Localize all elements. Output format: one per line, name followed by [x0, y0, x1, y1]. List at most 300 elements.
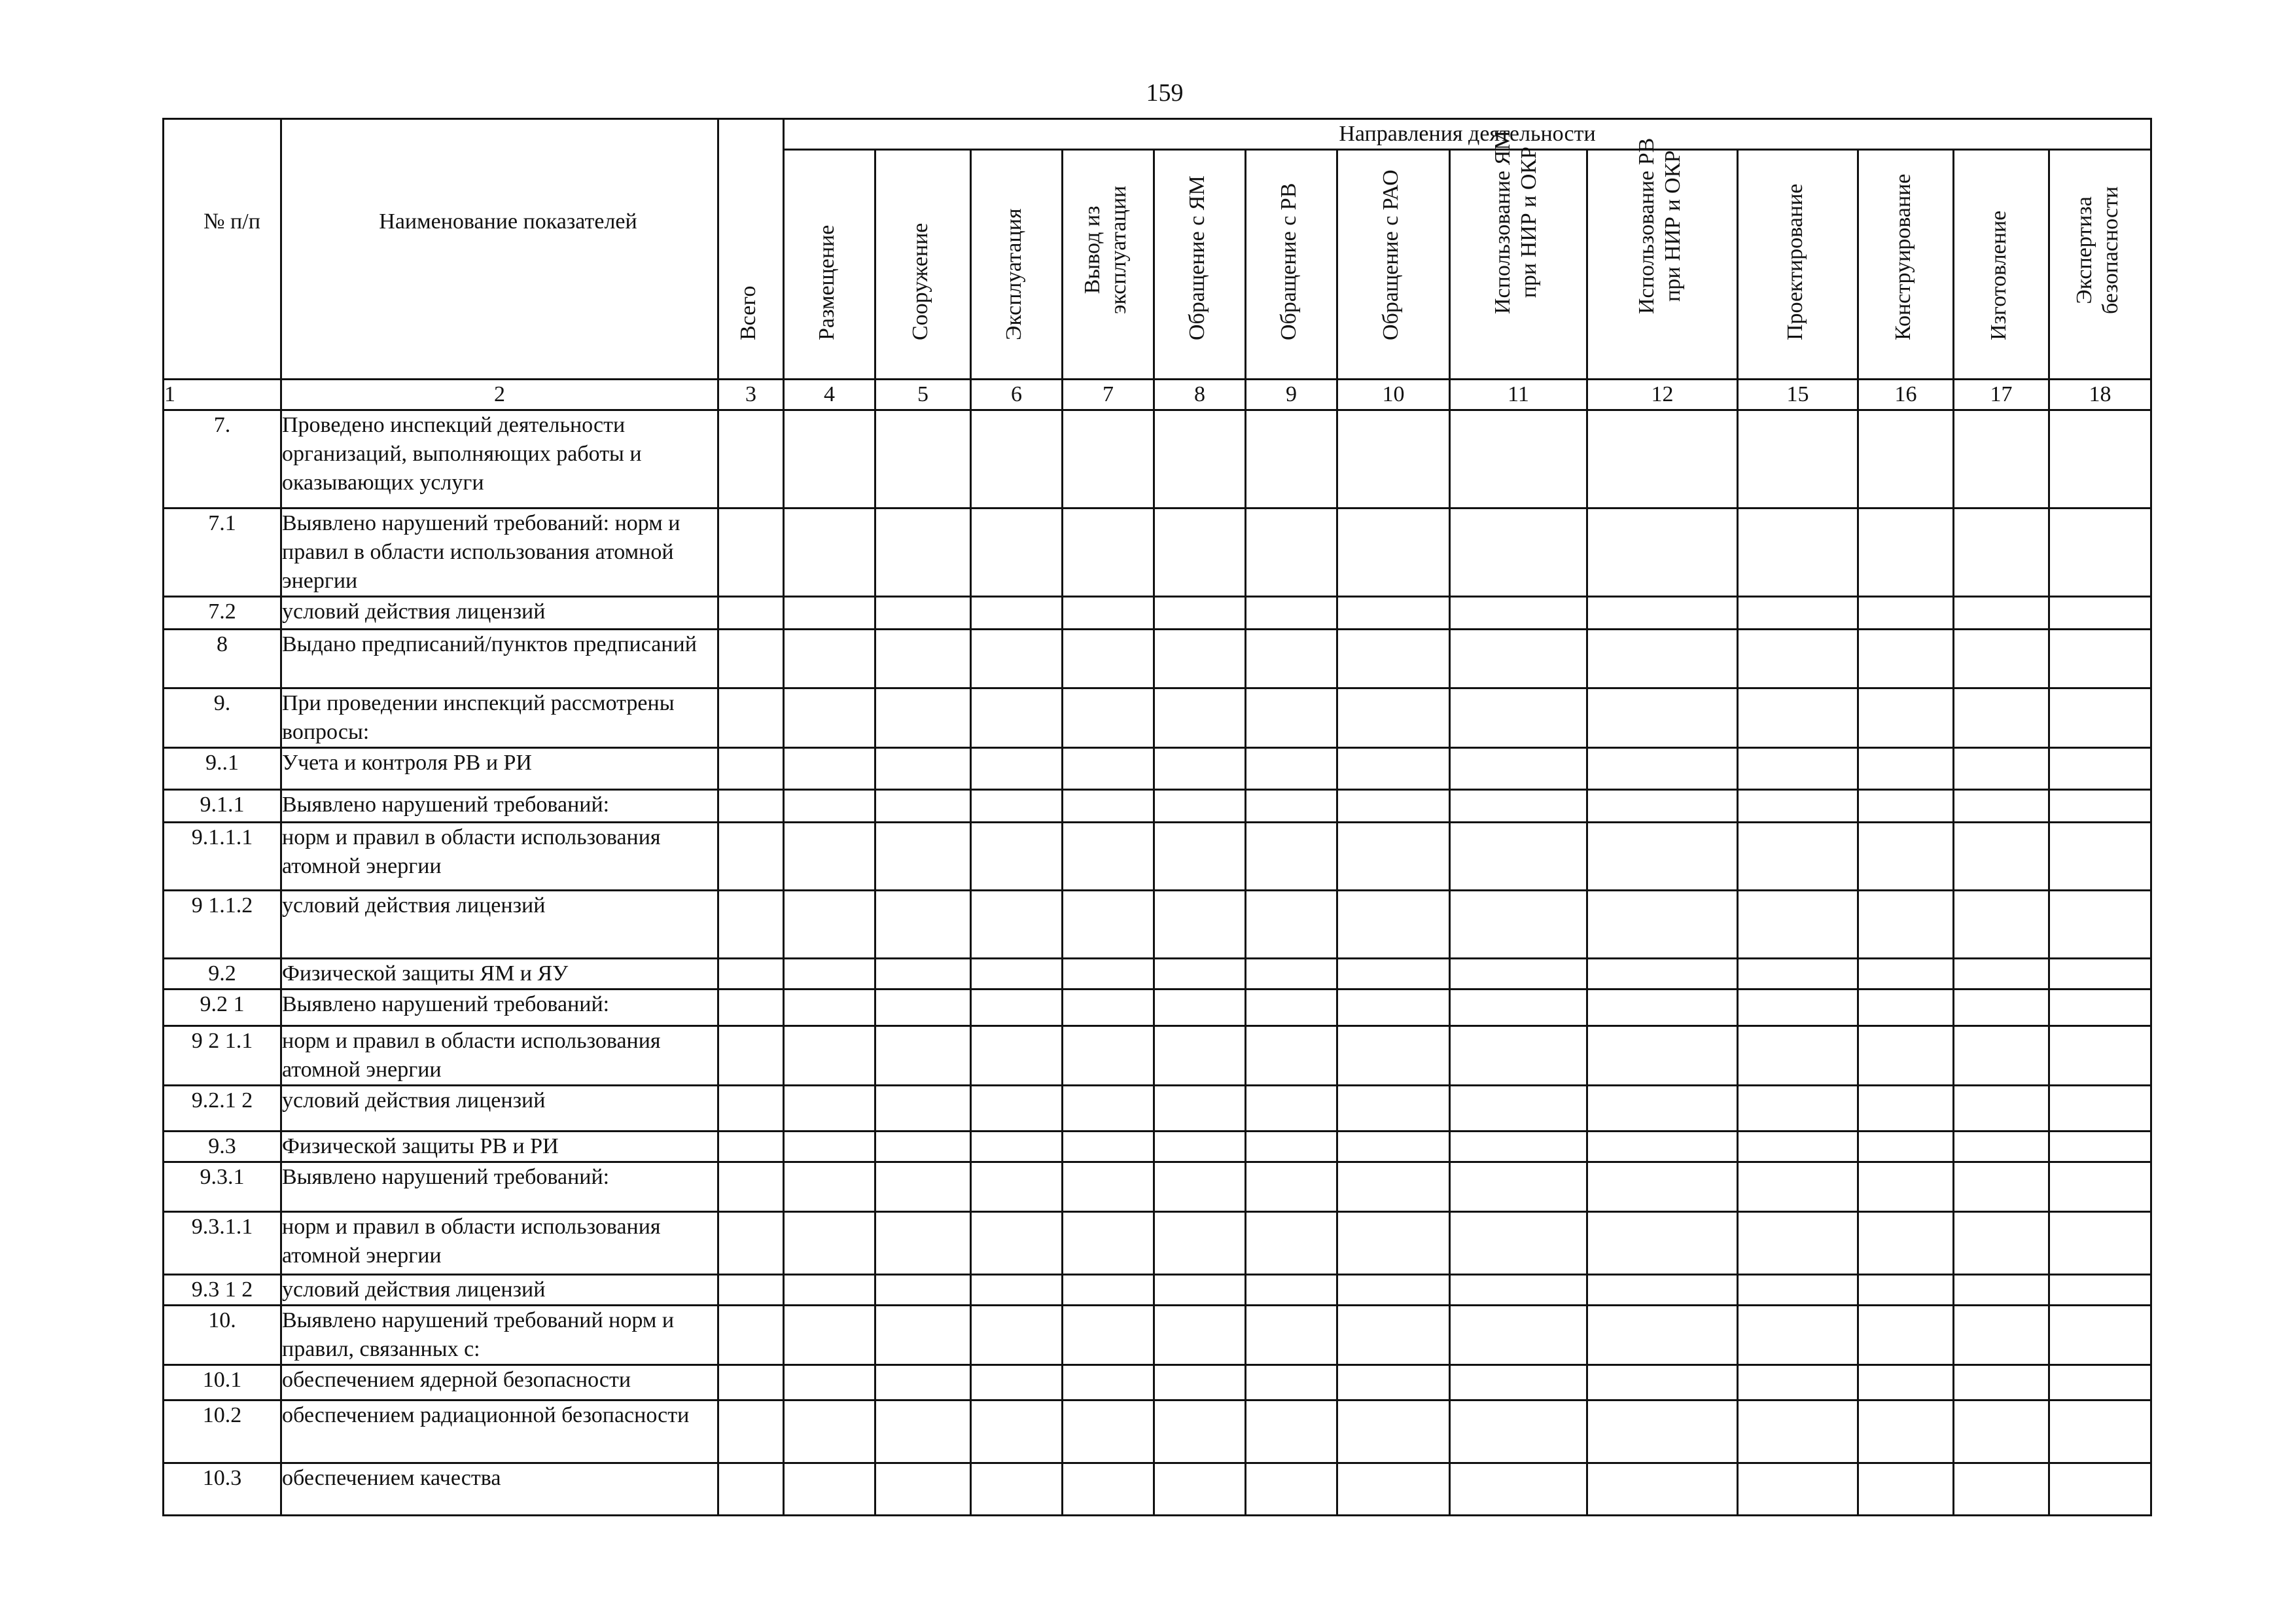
- value-cell: [1954, 1365, 2049, 1400]
- value-cell: [1154, 630, 1246, 688]
- value-cell: [971, 891, 1063, 959]
- table-row: [164, 1162, 2151, 1212]
- value-cell: [1337, 597, 1450, 630]
- value-cell: [718, 630, 784, 688]
- value-cell: [1858, 1306, 1954, 1365]
- row-indicator-name: Выявлено нарушений требований:: [281, 990, 718, 1026]
- value-cell: [1858, 508, 1954, 597]
- value-cell: [971, 1162, 1063, 1212]
- value-cell: [2049, 1086, 2151, 1132]
- header-direction-cell: [2049, 150, 2151, 380]
- value-cell: [1063, 959, 1154, 990]
- value-cell: [1450, 823, 1587, 891]
- header-direction-label: [2072, 187, 2124, 314]
- value-cell: [1587, 410, 1738, 508]
- value-cell: [1154, 508, 1246, 597]
- value-cell: [875, 1212, 971, 1275]
- value-cell: [1337, 630, 1450, 688]
- value-cell: [875, 959, 971, 990]
- value-cell: [1954, 1212, 2049, 1275]
- value-cell: [1858, 688, 1954, 748]
- column-number: 1: [164, 380, 281, 410]
- value-cell: [1738, 1365, 1858, 1400]
- row-number: 9.2.1 2: [164, 1086, 281, 1132]
- value-cell: [784, 1026, 875, 1086]
- table-row: [164, 1365, 2151, 1400]
- direction-label-line: Проектирование: [1782, 183, 1807, 340]
- value-cell: [784, 990, 875, 1026]
- value-cell: [1337, 1026, 1450, 1086]
- value-cell: [1587, 1365, 1738, 1400]
- value-cell: [1858, 790, 1954, 823]
- value-cell: [875, 748, 971, 790]
- value-cell: [1246, 410, 1337, 508]
- row-number: 9 2 1.1: [164, 1026, 281, 1086]
- value-cell: [875, 891, 971, 959]
- value-cell: [1954, 688, 2049, 748]
- direction-label-line: Обращение с РАО: [1378, 169, 1403, 340]
- value-cell: [971, 1132, 1063, 1162]
- value-cell: [2049, 823, 2151, 891]
- direction-label-line: Экспертиза: [2072, 196, 2096, 304]
- column-number: 5: [875, 380, 971, 410]
- row-indicator-name: норм и правил в области использования атомной энергии: [281, 823, 718, 891]
- column-number: 6: [971, 380, 1063, 410]
- table-row: [164, 688, 2151, 748]
- value-cell: [718, 597, 784, 630]
- value-cell: [1337, 1086, 1450, 1132]
- value-cell: [875, 410, 971, 508]
- value-cell: [1337, 823, 1450, 891]
- header-direction-label: [1001, 208, 1027, 340]
- header-direction-cell: [1858, 150, 1954, 380]
- direction-label-line: Использование РВ: [1634, 137, 1659, 314]
- header-name-cell: [281, 119, 718, 380]
- column-number: 16: [1858, 380, 1954, 410]
- value-cell: [1738, 1212, 1858, 1275]
- row-indicator-name: обеспечением качества: [281, 1463, 718, 1516]
- value-cell: [1858, 630, 1954, 688]
- value-cell: [1154, 1212, 1246, 1275]
- value-cell: [1587, 1026, 1738, 1086]
- value-cell: [1587, 630, 1738, 688]
- column-number: 2: [281, 380, 718, 410]
- value-cell: [1063, 748, 1154, 790]
- value-cell: [2049, 597, 2151, 630]
- value-cell: [784, 1086, 875, 1132]
- value-cell: [1337, 1463, 1450, 1516]
- header-direction-label: [1276, 183, 1302, 340]
- value-cell: [971, 1026, 1063, 1086]
- value-cell: [2049, 688, 2151, 748]
- row-indicator-name: Выявлено нарушений требований норм и правил, связанных с:: [281, 1306, 718, 1365]
- table-row: [164, 990, 2151, 1026]
- table-row: [164, 790, 2151, 823]
- row-indicator-name: Учета и контроля РВ и РИ: [281, 748, 718, 790]
- value-cell: [1063, 1162, 1154, 1212]
- row-number: 10.3: [164, 1463, 281, 1516]
- value-cell: [784, 1275, 875, 1306]
- header-direction-label: [1080, 186, 1132, 314]
- value-cell: [1954, 597, 2049, 630]
- value-cell: [971, 959, 1063, 990]
- value-cell: [1063, 1132, 1154, 1162]
- value-cell: [1337, 959, 1450, 990]
- value-cell: [1246, 1400, 1337, 1463]
- value-cell: [1246, 1463, 1337, 1516]
- value-cell: [1450, 959, 1587, 990]
- value-cell: [1337, 1275, 1450, 1306]
- column-number: 8: [1154, 380, 1246, 410]
- value-cell: [784, 1463, 875, 1516]
- value-cell: [1063, 1463, 1154, 1516]
- value-cell: [1246, 508, 1337, 597]
- value-cell: [1954, 1463, 2049, 1516]
- value-cell: [2049, 1365, 2151, 1400]
- value-cell: [1154, 891, 1246, 959]
- value-cell: [1587, 748, 1738, 790]
- value-cell: [875, 1132, 971, 1162]
- header-direction-cell: [1154, 150, 1246, 380]
- value-cell: [1063, 1212, 1154, 1275]
- value-cell: [1587, 1275, 1738, 1306]
- direction-label-line: Сооружение: [908, 223, 932, 340]
- value-cell: [1587, 1132, 1738, 1162]
- row-number: 9.1.1.1: [164, 823, 281, 891]
- row-indicator-name: обеспечением радиационной безопасности: [281, 1400, 718, 1463]
- value-cell: [1954, 891, 2049, 959]
- value-cell: [1154, 959, 1246, 990]
- value-cell: [1154, 1132, 1246, 1162]
- value-cell: [784, 748, 875, 790]
- row-number: 9.: [164, 688, 281, 748]
- value-cell: [784, 1132, 875, 1162]
- value-cell: [1954, 1400, 2049, 1463]
- value-cell: [1587, 1306, 1738, 1365]
- value-cell: [1738, 790, 1858, 823]
- value-cell: [971, 1306, 1063, 1365]
- row-number: 9.3 1 2: [164, 1275, 281, 1306]
- value-cell: [1954, 990, 2049, 1026]
- value-cell: [1587, 891, 1738, 959]
- value-cell: [1450, 1162, 1587, 1212]
- value-cell: [1337, 1162, 1450, 1212]
- value-cell: [1738, 630, 1858, 688]
- direction-label-line: при НИР и ОКР: [1516, 147, 1541, 298]
- value-cell: [1954, 508, 2049, 597]
- value-cell: [1063, 1365, 1154, 1400]
- value-cell: [1450, 597, 1587, 630]
- value-cell: [1858, 1365, 1954, 1400]
- value-cell: [718, 891, 784, 959]
- table-row: [164, 597, 2151, 630]
- header-direction-cell: [1450, 130, 1587, 380]
- value-cell: [784, 959, 875, 990]
- value-cell: [1246, 1162, 1337, 1212]
- value-cell: [1858, 959, 1954, 990]
- value-cell: [1246, 1306, 1337, 1365]
- value-cell: [1450, 508, 1587, 597]
- value-cell: [784, 823, 875, 891]
- column-number: 7: [1063, 380, 1154, 410]
- value-cell: [971, 410, 1063, 508]
- row-number: 9.1.1: [164, 790, 281, 823]
- value-cell: [1154, 748, 1246, 790]
- row-indicator-name: Физической защиты РВ и РИ: [281, 1132, 718, 1162]
- header-direction-cell: [1246, 150, 1337, 380]
- value-cell: [1246, 1086, 1337, 1132]
- value-cell: [1954, 410, 2049, 508]
- row-number: 9..1: [164, 748, 281, 790]
- value-cell: [784, 1212, 875, 1275]
- value-cell: [875, 790, 971, 823]
- value-cell: [875, 688, 971, 748]
- value-cell: [875, 1026, 971, 1086]
- row-indicator-name: условий действия лицензий: [281, 597, 718, 630]
- value-cell: [1246, 891, 1337, 959]
- value-cell: [1858, 891, 1954, 959]
- value-cell: [2049, 1132, 2151, 1162]
- header-name-label: Наименование показателей: [379, 209, 637, 234]
- table-row: [164, 1086, 2151, 1132]
- value-cell: [1954, 959, 2049, 990]
- value-cell: [1450, 790, 1587, 823]
- value-cell: [718, 1086, 784, 1132]
- header-direction-cell: [875, 150, 971, 380]
- table-row: [164, 1275, 2151, 1306]
- value-cell: [718, 1162, 784, 1212]
- page-number: 159: [1146, 79, 1184, 107]
- value-cell: [1450, 1212, 1587, 1275]
- value-cell: [1587, 1212, 1738, 1275]
- value-cell: [718, 1275, 784, 1306]
- row-number: 7.2: [164, 597, 281, 630]
- value-cell: [1587, 597, 1738, 630]
- row-indicator-name: условий действия лицензий: [281, 1086, 718, 1132]
- header-direction-label: [1378, 169, 1404, 340]
- value-cell: [718, 748, 784, 790]
- value-cell: [1587, 508, 1738, 597]
- value-cell: [1246, 790, 1337, 823]
- value-cell: [1246, 823, 1337, 891]
- value-cell: [1063, 1026, 1154, 1086]
- header-direction-label: [1184, 175, 1210, 340]
- value-cell: [875, 1306, 971, 1365]
- value-cell: [1246, 990, 1337, 1026]
- value-cell: [1450, 748, 1587, 790]
- row-indicator-name: Выявлено нарушений требований:: [281, 790, 718, 823]
- direction-label-line: эксплуатации: [1106, 185, 1131, 314]
- value-cell: [1450, 1026, 1587, 1086]
- header-total-label: Всего: [735, 285, 760, 340]
- value-cell: [875, 1086, 971, 1132]
- value-cell: [1063, 1086, 1154, 1132]
- column-number: 18: [2049, 380, 2151, 410]
- row-indicator-name: обеспечением ядерной безопасности: [281, 1365, 718, 1400]
- value-cell: [784, 630, 875, 688]
- value-cell: [971, 1212, 1063, 1275]
- value-cell: [1154, 1463, 1246, 1516]
- table-row: [164, 1463, 2151, 1516]
- value-cell: [1337, 990, 1450, 1026]
- value-cell: [971, 1275, 1063, 1306]
- header-direction-cell: [971, 150, 1063, 380]
- value-cell: [1154, 1400, 1246, 1463]
- value-cell: [2049, 1306, 2151, 1365]
- value-cell: [1858, 1275, 1954, 1306]
- value-cell: [1738, 1162, 1858, 1212]
- value-cell: [1738, 891, 1858, 959]
- table-row: [164, 823, 2151, 891]
- value-cell: [1154, 410, 1246, 508]
- row-number: 9.2: [164, 959, 281, 990]
- header-total-cell: [718, 119, 784, 380]
- row-number: 7.: [164, 410, 281, 508]
- value-cell: [2049, 1026, 2151, 1086]
- table-row: [164, 410, 2151, 508]
- value-cell: [971, 1086, 1063, 1132]
- value-cell: [1587, 823, 1738, 891]
- value-cell: [1450, 1306, 1587, 1365]
- value-cell: [971, 823, 1063, 891]
- value-cell: [1954, 823, 2049, 891]
- value-cell: [1954, 1132, 2049, 1162]
- value-cell: [1738, 748, 1858, 790]
- value-cell: [1063, 410, 1154, 508]
- value-cell: [1587, 688, 1738, 748]
- value-cell: [2049, 410, 2151, 508]
- value-cell: [1738, 508, 1858, 597]
- column-number: 17: [1954, 380, 2049, 410]
- value-cell: [2049, 1212, 2151, 1275]
- header-direction-label: [1634, 138, 1686, 314]
- value-cell: [1246, 748, 1337, 790]
- column-number: 10: [1337, 380, 1450, 410]
- value-cell: [1337, 1132, 1450, 1162]
- value-cell: [1858, 1026, 1954, 1086]
- value-cell: [971, 990, 1063, 1026]
- direction-label-line: Использование ЯМ: [1490, 130, 1515, 314]
- header-direction-label: [814, 225, 840, 340]
- value-cell: [1587, 1162, 1738, 1212]
- header-direction-cell: [784, 150, 875, 380]
- value-cell: [875, 1365, 971, 1400]
- value-cell: [1154, 1162, 1246, 1212]
- value-cell: [1154, 1086, 1246, 1132]
- direction-label-line: Изготовление: [1986, 210, 2011, 340]
- value-cell: [1450, 1086, 1587, 1132]
- value-cell: [1858, 1086, 1954, 1132]
- value-cell: [718, 508, 784, 597]
- value-cell: [1858, 1132, 1954, 1162]
- column-number: 12: [1587, 380, 1738, 410]
- value-cell: [1246, 959, 1337, 990]
- value-cell: [1063, 891, 1154, 959]
- row-indicator-name: При проведении инспекций рассмотрены вопросы:: [281, 688, 718, 748]
- value-cell: [1063, 508, 1154, 597]
- value-cell: [2049, 1400, 2151, 1463]
- value-cell: [2049, 508, 2151, 597]
- table-row: [164, 959, 2151, 990]
- value-cell: [1858, 597, 1954, 630]
- value-cell: [1063, 790, 1154, 823]
- row-indicator-name: Выдано предписаний/пунктов предписаний: [281, 630, 718, 688]
- column-number: 3: [718, 380, 784, 410]
- table-row: [164, 508, 2151, 597]
- value-cell: [1738, 990, 1858, 1026]
- value-cell: [1154, 688, 1246, 748]
- value-cell: [1858, 1212, 1954, 1275]
- header-direction-label: [1782, 184, 1809, 340]
- value-cell: [1154, 990, 1246, 1026]
- table-row: [164, 1400, 2151, 1463]
- value-cell: [784, 891, 875, 959]
- value-cell: [1738, 688, 1858, 748]
- value-cell: [784, 410, 875, 508]
- value-cell: [875, 823, 971, 891]
- value-cell: [1337, 790, 1450, 823]
- row-number: 9.3.1.1: [164, 1212, 281, 1275]
- value-cell: [1858, 748, 1954, 790]
- row-indicator-name: норм и правил в области использования атомной энергии: [281, 1212, 718, 1275]
- value-cell: [1063, 688, 1154, 748]
- value-cell: [1738, 1026, 1858, 1086]
- value-cell: [718, 959, 784, 990]
- value-cell: [875, 1275, 971, 1306]
- table-row: [164, 1132, 2151, 1162]
- column-number: 9: [1246, 380, 1337, 410]
- value-cell: [784, 597, 875, 630]
- value-cell: [1738, 410, 1858, 508]
- value-cell: [875, 508, 971, 597]
- value-cell: [1154, 1365, 1246, 1400]
- column-number: 15: [1738, 380, 1858, 410]
- value-cell: [2049, 891, 2151, 959]
- value-cell: [1858, 990, 1954, 1026]
- value-cell: [718, 823, 784, 891]
- table-row: [164, 1212, 2151, 1275]
- value-cell: [1337, 1306, 1450, 1365]
- value-cell: [1858, 823, 1954, 891]
- value-cell: [784, 1306, 875, 1365]
- value-cell: [1858, 1463, 1954, 1516]
- direction-label-line: Размещение: [814, 224, 839, 340]
- value-cell: [875, 630, 971, 688]
- header-direction-label: [1890, 174, 1916, 340]
- value-cell: [1154, 597, 1246, 630]
- value-cell: [1587, 1400, 1738, 1463]
- row-indicator-name: условий действия лицензий: [281, 891, 718, 959]
- value-cell: [1337, 748, 1450, 790]
- value-cell: [971, 597, 1063, 630]
- value-cell: [1858, 1400, 1954, 1463]
- value-cell: [718, 990, 784, 1026]
- value-cell: [1450, 891, 1587, 959]
- row-number: 8: [164, 630, 281, 688]
- value-cell: [1337, 891, 1450, 959]
- row-indicator-name: Проведено инспекций деятельности организаций, выполняющих работы и оказывающих услуги: [281, 410, 718, 508]
- header-direction-cell: [1063, 150, 1154, 380]
- header-num-cell: [164, 119, 281, 380]
- value-cell: [875, 1162, 971, 1212]
- value-cell: [1954, 1026, 2049, 1086]
- value-cell: [1858, 1162, 1954, 1212]
- value-cell: [718, 688, 784, 748]
- value-cell: [784, 790, 875, 823]
- value-cell: [1063, 597, 1154, 630]
- value-cell: [875, 1463, 971, 1516]
- value-cell: [2049, 630, 2151, 688]
